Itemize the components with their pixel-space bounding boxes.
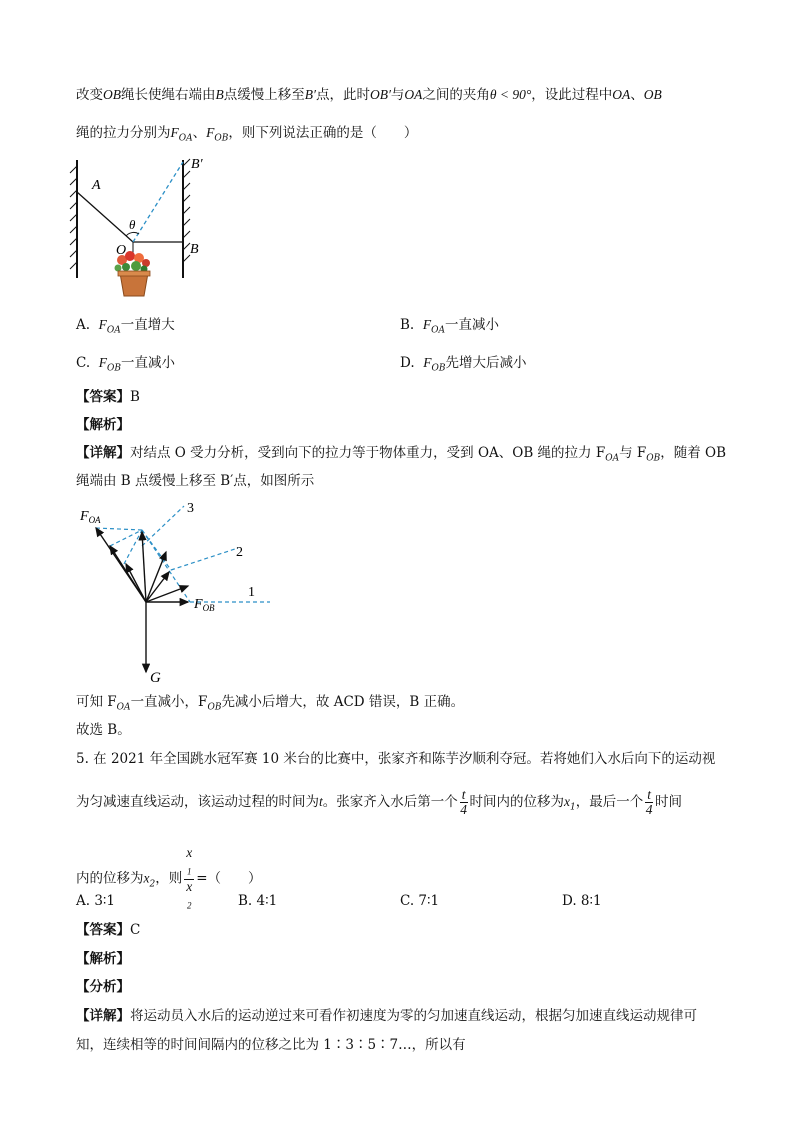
q4-option-b [400, 316, 499, 340]
text: 、 [192, 125, 207, 141]
q4-conclusion [76, 693, 464, 717]
q4-option-d [400, 354, 526, 378]
text: 内的位移为 [76, 870, 144, 887]
force-subscript: OA [431, 325, 445, 336]
text: 。张家齐入水后第一个 [322, 794, 458, 810]
q4-stem-line2 [76, 124, 417, 148]
var-x: x [186, 878, 193, 894]
label-o: O [116, 243, 127, 258]
q5-stem-line2 [76, 788, 682, 817]
q5-fenxi-label: 【分析】 [76, 979, 130, 995]
text: 一直减小，F [130, 694, 208, 710]
q5-option-a: A. 3∶1 [76, 893, 116, 909]
q5-detail-line1 [76, 1007, 697, 1025]
label-3: 3 [187, 501, 194, 516]
force-symbol: F [98, 355, 107, 370]
force-symbol: F [423, 355, 432, 370]
subscript: OA [116, 702, 131, 713]
force-symbol: F [422, 317, 432, 332]
denominator: 4 [645, 802, 653, 817]
text: 之间的夹角 [422, 87, 490, 103]
force-subscript: OB [214, 133, 229, 144]
denominator [184, 880, 194, 913]
option-letter: B. [400, 317, 415, 333]
text: 点，此时 [315, 87, 370, 103]
force-subscript: OA [178, 133, 193, 144]
var-x: x [143, 870, 150, 886]
text: 改变 [76, 87, 103, 103]
var-x: x [186, 845, 193, 860]
q5-analysis-label: 【解析】 [76, 951, 130, 967]
subscript: 1 [186, 866, 192, 877]
label-theta: θ [129, 217, 136, 232]
numerator: t [461, 787, 466, 802]
detail-label: 【详解】 [76, 445, 130, 461]
q4-detail-line1 [76, 444, 726, 468]
var-oa: OA [404, 87, 423, 102]
label-b: B [190, 242, 199, 257]
rope-figure [66, 152, 216, 302]
option-text: 先增大后减小 [445, 355, 527, 371]
subscript: OA [605, 453, 620, 464]
var-obprime: OB′ [369, 87, 391, 102]
option-letter: D. [400, 355, 415, 371]
var-ob: OB [643, 87, 662, 102]
text: =（ ） [196, 870, 262, 887]
var-b: B [215, 87, 224, 102]
force-symbol: F [170, 125, 179, 140]
text: ，则 [155, 870, 183, 887]
label-a: A [92, 178, 101, 193]
numerator: t [647, 787, 652, 802]
q4-stem-line1 [76, 86, 662, 104]
subscript: OB [207, 702, 222, 713]
option-text: 一直减小 [120, 355, 175, 371]
label-f-ob: $F_{OB}$ [194, 597, 215, 613]
option-text: 一直减小 [444, 317, 499, 333]
text: ，随着 OB [660, 445, 727, 461]
q5-answer [76, 921, 140, 939]
label-f-oa: $F_{OA}$ [80, 509, 101, 525]
text: ，设此过程中 [531, 87, 613, 103]
force-subscript: OB [106, 363, 121, 374]
force-subscript: OA [106, 325, 121, 336]
text: 、 [630, 87, 644, 103]
text: 将运动员入水后的运动逆过来可看作初速度为零的匀加速直线运动，根据匀加速直线运动规律可 [130, 1008, 697, 1024]
q5-option-d: D. 8∶1 [562, 893, 602, 909]
q5-detail-line2: 知，连续相等的时间间隔内的位移之比为 1∶3∶5∶7…，所以有 [76, 1037, 466, 1053]
answer-label: 【答案】 [76, 922, 130, 938]
force-symbol: F [206, 125, 215, 140]
label-2: 2 [236, 545, 243, 560]
q4-answer [76, 388, 140, 406]
fraction-t-over-4 [460, 788, 468, 817]
var-oa: OA [612, 87, 631, 102]
subscript: 1 [570, 802, 576, 813]
denominator: 4 [460, 802, 468, 817]
var-x: x [564, 794, 571, 809]
label-bprime: B′ [191, 157, 203, 172]
text: ，则下列说法正确的是（ ） [228, 125, 418, 141]
text: 先减小后增大，故 ACD 错误，B 正确。 [221, 694, 465, 710]
text: 与 F [619, 445, 647, 461]
option-letter: C. [76, 355, 91, 371]
label-g: G [150, 670, 161, 686]
subscript: 2 [186, 900, 192, 911]
text: 时间内的位移为 [469, 794, 565, 810]
angle-condition: θ < 90° [489, 87, 532, 102]
answer-value: B [130, 389, 140, 405]
option-text: 一直增大 [120, 317, 175, 333]
text: 可知 F [76, 694, 117, 710]
answer-label: 【答案】 [76, 389, 130, 405]
q4-option-a [76, 316, 175, 340]
text: 对结点 O 受力分析，受到向下的拉力等于物体重力，受到 OA、OB 绳的拉力 F [130, 445, 606, 461]
subscript: 2 [149, 879, 156, 890]
fraction-t-over-4 [645, 788, 653, 817]
answer-value: C [130, 922, 141, 938]
q4-detail-line2: 绳端由 B 点缓慢上移至 B′点，如图所示 [76, 473, 315, 489]
text: 为匀减速直线运动，该运动过程的时间为 [76, 794, 319, 810]
q4-choose: 故选 B。 [76, 722, 131, 738]
fraction-x1-over-x2 [184, 846, 194, 912]
text: ，最后一个 [575, 794, 644, 810]
text: 时间 [655, 794, 683, 810]
force-subscript: OB [431, 363, 446, 374]
label-1: 1 [248, 585, 255, 600]
var-bprime: B′ [304, 87, 316, 102]
text: 点缓慢上移至 [223, 87, 305, 103]
subscript: OB [646, 453, 661, 464]
option-letter: A. [76, 317, 91, 333]
q5-stem-line1: 5. 在 2021 年全国跳水冠军赛 10 米台的比赛中，张家齐和陈芋汐顺利夺冠。若将她们入水后向下的运动视 [76, 751, 716, 767]
q5-option-c: C. 7∶1 [400, 893, 440, 909]
var-ob: OB [103, 87, 121, 102]
force-symbol: F [98, 317, 107, 332]
q5-option-b: B. 4∶1 [238, 893, 278, 909]
numerator [184, 846, 194, 880]
text: 绳长使绳右端由 [121, 87, 216, 103]
text: 与 [390, 87, 405, 103]
force-diagram [76, 498, 296, 688]
q4-option-c [76, 354, 175, 378]
q4-analysis-label: 【解析】 [76, 417, 130, 433]
text: 绳的拉力分别为 [76, 125, 171, 141]
var-t: t [319, 794, 323, 809]
detail-label: 【详解】 [76, 1008, 130, 1024]
